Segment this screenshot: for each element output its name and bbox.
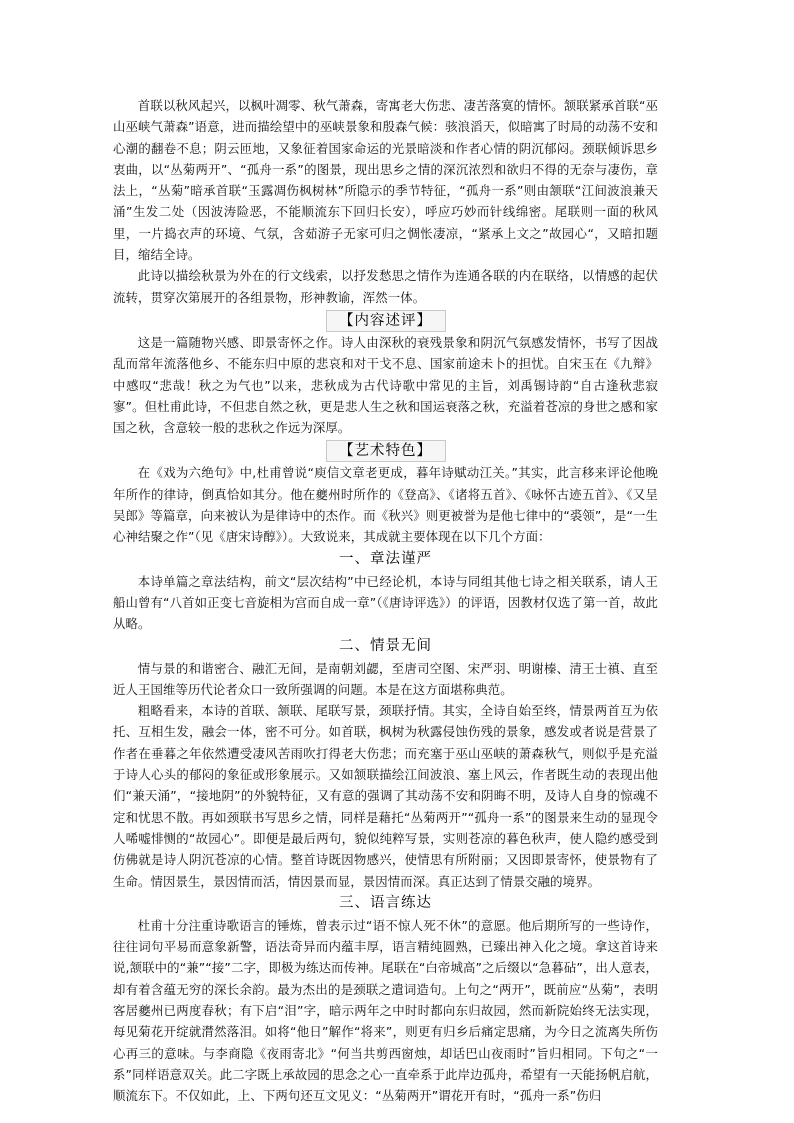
subheading-structure: 一、章法谨严: [339, 550, 432, 567]
subheading-language: 三、语言练达: [339, 894, 432, 911]
paragraph: 此诗以描绘秋景为外在的行文线索，以抒发愁思之情作为连通各联的内在联络，以情感的起伏流转，贯穿次第展开的各组景物，形神教谕，浑然一体。: [113, 268, 658, 305]
paragraph: 首联以秋风起兴，以枫叶凋零、秋气萧森，寄寓老大伤悲、凄苦落寞的情怀。颔联紧承首联“巫山巫峡气萧森”语意，进而描绘望中的巫峡景象和殷森气候：骇浪滔天，似暗寓了时局的动荡不安和心潮的翻卷不息；阴云匝地，又象征着国家命运的光景暗淡和作者心情的阴沉郁闷。颈联倾诉思乡衷曲，以“丛菊两开”、“孤舟一系”的图景，现出思乡之情的深沉浓烈和欲归不得的无奈与凄伤，章法上，“丛菊”暗承首联“玉露凋伤枫树林”所隐示的季节特征，“孤舟一系”则由颔联“江间波浪兼天涌”生发二处（因波涛险恶，不能顺流东下回归长安），呼应巧妙而针线绵密。尾联则一面的秋风里，一片捣衣声的环境、气氛，含茹游子无家可归之惆怅凄凉，“紧承上文之”故园心“，又暗扣题目，缩结全诗。: [113, 98, 658, 263]
paragraph: 情与景的和谐密合、融汇无间，是南朝刘勰，至唐司空图、宋严羽、明谢榛、清王士禛、直至近人王国维等历代论者众口一致所强调的问题。本是在这方面堪称典范。: [113, 660, 658, 697]
paragraph: 这是一篇随物兴感、即景寄怀之作。诗人由深秋的衰残景象和阴沉气氛感发情怀，书写了因战乱而常年流落他乡、不能东归中原的悲哀和对干戈不息、国家前途未卜的担忧。自宋玉在《九辩》中感叹“悲哉！秋之为气也”以来，悲秋成为古代诗歌中常见的主旨，刘禹锡诗韵“自古逢秋悲寂寥”。但杜甫此诗，不但悲自然之秋，更是悲人生之秋和国运衰落之秋，充溢着苍凉的身世之感和家国之秋，含意较一般的悲秋之作远为深厚。: [113, 334, 658, 436]
paragraph: 在《戏为六绝句》中,杜甫曾说“庾信文章老更成，暮年诗赋动江关。”其实，此言移来评论他晚年所作的律诗，倒真恰如其分。他在夔州时所作的《登高》、《诸将五首》、《咏怀古迹五首》、《又呈吴郎》等篇章，向来被认为是律诗中的杰作。而《秋兴》则更被誉为是他七律中的“裘领”，是“一生心神结聚之作”（见《唐宋诗醇》）。大致说来，其成就主要体现在以下几个方面：: [113, 465, 658, 545]
section-heading-art-features: 【艺术特色】: [326, 440, 446, 462]
article-body: [113, 95, 658, 1106]
section-heading-content-review: 【内容述评】: [326, 310, 446, 332]
paragraph: 杜甫十分注重诗歌语言的锤炼，曾表示过“语不惊人死不休”的意愿。他后期所写的一些诗作，往往词句平易而意象新警，语法奇异而内蕴丰厚，语言精纯圆熟，已臻出神入化之境。拿这首诗来说,颔联中的“兼”“接”二字，即极为练达而传神。尾联在“白帝城高”之后缀以“急暮砧”，出人意表，却有着含蕴无穷的深长余韵。最为杰出的是颈联之遣词造句。上句之“两开”，既前应“丛菊”，表明客居夔州已两度春秋；有下启“泪”字，暗示两年之中时时都向东归故园，然而新院始终无法实现，每见菊花开绽就潸然落泪。如将“他日”解作“将来”，则更有归乡后痛定思痛，为今日之流离失所伤心再三的意味。与李商隐《夜雨寄北》“何当共剪西窗烛，却话巴山夜雨时”旨归相同。下句之“一系”同样语意双关。此二字既上承故园的思念之心一直牵系于此岸边孤舟，希望有一天能扬帆启航，顺流东下。不仅如此，上、下两句还互文见义：“丛菊两开”谓花开有时，“孤舟一系”伤归: [113, 917, 658, 1104]
paragraph: 本诗单篇之章法结构，前文“层次结构”中已经论机，本诗与同组其他七诗之相关联系，请人王船山曾有“八首如正变七音旋相为宫而自成一章”（《唐诗评选》）的评语，因教材仅选了第一首，故此从略。: [113, 573, 658, 632]
subheading-emotion-scene: 二、情景无间: [339, 637, 432, 654]
paragraph: 粗略看来，本诗的首联、颔联、尾联写景，颈联抒情。其实，全诗自始至终，情景两首互为依托、互相生发，融会一体，密不可分。如首联，枫树为秋露侵蚀伤残的景象，感发或者说是营景了作者在垂暮之年依然遭受凄风苦雨吹打得老大伤悲；而充塞于巫山巫峡的萧森秋气，则似乎是充溢于诗人心头的郁闷的象征或形象展示。又如颔联描绘江间波浪、塞上风云，作者既生动的表现出他们“兼天涌”，“接地阴”的外貌特征，又有意的强调了其动荡不安和阴晦不明，及诗人自身的惊魂不定和忧思不散。再如颈联书写思乡之情，同样是藉托“丛菊两开”“孤舟一系”的图景来生动的显现令人唏嘘悱恻的“故园心”。即便是最后两句，貌似纯粹写景，实则苍凉的暮色秋声，使人隐约感受到仿佛就是诗人阴沉苍凉的心情。整首诗既因物感兴，使情思有所附丽；又因即景寄怀，使景物有了生命。情因景生，景因情而活，情因景而显，景因情而深。真正达到了情景交融的境界。: [113, 703, 658, 889]
